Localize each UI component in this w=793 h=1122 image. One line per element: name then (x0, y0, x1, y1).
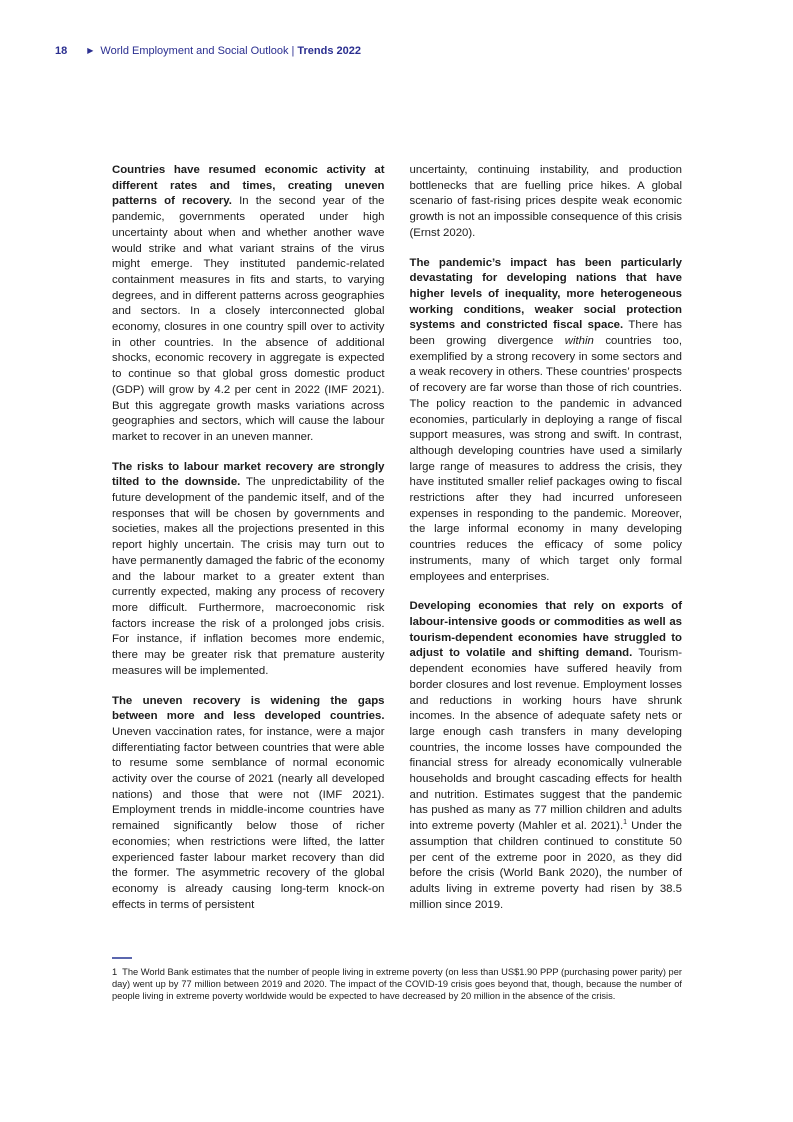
two-column-body (112, 163, 682, 913)
paragraph (410, 256, 683, 586)
footnote-text: The World Bank estimates that the number of people living in extreme poverty (on less than US$1.90 PPP (purchasing power parity) per day) went up by 77 million between 2019 and 2020. The impact of the COVID-19 crisis goes beyond that, though, because the number of people living in extreme poverty worldwide would be expected to have decreased by 20 million in the absence of the crisis. (112, 967, 682, 1001)
running-title-regular: World Employment and Social Outlook (100, 45, 289, 57)
arrow-icon: ▶ (87, 46, 94, 55)
paragraph-lead: The pandemic’s impact has been particularly devastating for developing nations that have higher levels of inequality, more heterogeneous working conditions, weaker social protection systems and constricted fiscal space. (409, 256, 682, 332)
paragraph-body: The unpredictability of the future development of the pandemic itself, and of the responses that will be chosen by governments and societies, makes all the projections presented in this report highly uncertain. The crisis may turn out to have permanently damaged the fabric of the economy and the labour market to a greater extent than currently expected, making any process of recovery more difficult. Furthermore, macroeconomic risk factors increase the risk of a prolonged jobs crisis. For instance, if inflation becomes more endemic, there may be greater risk that premature austerity measures will be implemented. (112, 476, 385, 677)
paragraph-body: uncertainty, continuing instability, and production bottlenecks that are fuelling price hikes. A global scenario of fast-rising prices despite weak economic growth is not an impossible consequence of this crisis (Ernst 2020). (409, 164, 682, 239)
paragraph-lead: Countries have resumed economic activity at different rates and times, creating uneven patterns of recovery. (112, 164, 385, 208)
paragraph (112, 163, 385, 446)
footnote-number: 1 (112, 967, 118, 977)
paragraph (112, 694, 385, 914)
footnote-rule (112, 957, 132, 959)
running-title-bold: Trends 2022 (297, 45, 361, 57)
paragraph (410, 163, 683, 242)
running-title (100, 44, 361, 58)
paragraph-body: Tourism-dependent economies have suffered heavily from border closures and lost revenue. Employment losses and reductions in working hours have shrunk incomes. In the absence of adequate safety nets or large enough cash transfers in many developing countries, the income losses have compounded the financial stress for already economically vulnerable households and brought cascading effects for health and nutrition. Estimates suggest that the pandemic has pushed as many as 77 million children and adults into extreme poverty (Mahler et al. 2021). (409, 647, 682, 833)
footnote (112, 967, 682, 1003)
paragraph-lead: The risks to labour market recovery are strongly tilted to the downside. (112, 460, 385, 489)
paragraph-lead: The uneven recovery is widening the gaps between more and less developed countries. (112, 694, 385, 723)
footnote-reference: 1 (623, 819, 628, 827)
paragraph (410, 599, 683, 913)
left-column (112, 163, 385, 913)
footnote-area (112, 957, 682, 1003)
italic-word: within (564, 335, 594, 348)
paragraph-body: In the second year of the pandemic, governments operated under high uncertainty about when and whether another wave would strike and what variant strains of the virus might emerge. They instituted pandemic-related containment measures in fits and starts, to varying degrees, and in different patterns across geographies and sectors. In a closely interconnected global economy, closures in one country spill over to activity in other countries. In the absence of additional shocks, economic recovery in aggregate is expected to continue so that global gross domestic product (GDP) will grow by 4.2 per cent in 2022 (IMF 2021). But this aggregate growth masks variations across geographies and sectors, which will cause the labour market to recover in an uneven manner. (112, 195, 385, 443)
running-title-separator: | (291, 45, 295, 57)
paragraph (112, 460, 385, 680)
paragraph-body: countries too, exemplified by a strong recovery in some sectors and a weak recovery in others. These countries’ prospects of recovery are far worse than those of rich countries. The policy reaction to the pandemic in advanced economies, particularly in deploying a range of fiscal support measures, was strong and swift. In contrast, although developing countries have used a similarly large range of measures to address the crisis, they have instituted smaller relief packages owing to fiscal restrictions after they had incurred unforeseen expenses in responding to the pandemic. Moreover, the large informal economy in many developing countries reduces the efficacy of some policy instruments, many of which target only formal employees and enterprises. (409, 335, 682, 583)
paragraph-body: Uneven vaccination rates, for instance, were a major differentiating factor between countries that were able to resume some semblance of normal economic activity over the course of 2021 (nearly all developed nations) and those that were not (IMF 2021). Employment trends in middle-income countries have remained significantly below those of richer economies; when restrictions were lifted, the latter experienced faster labour market recovery than did the former. The asymmetric recovery of the global economy is already causing long-term knock-on effects in terms of persistent (112, 725, 385, 911)
page-header (55, 44, 361, 59)
paragraph-lead: Developing economies that rely on exports of labour-intensive goods or commodities as well as tourism-dependent economies have struggled to adjust to volatile and shifting demand. (409, 600, 682, 660)
page-number: 18 (55, 45, 68, 57)
right-column (410, 163, 683, 913)
paragraph-body: There has been growing divergence (409, 319, 682, 348)
paragraph-body: Under the assumption that children continued to constitute 50 per cent of the extreme poor in 2020, as they did before the crisis (World Bank 2020), the number of adults living in extreme poverty had risen by 38.5 million since 2019. (409, 820, 682, 911)
